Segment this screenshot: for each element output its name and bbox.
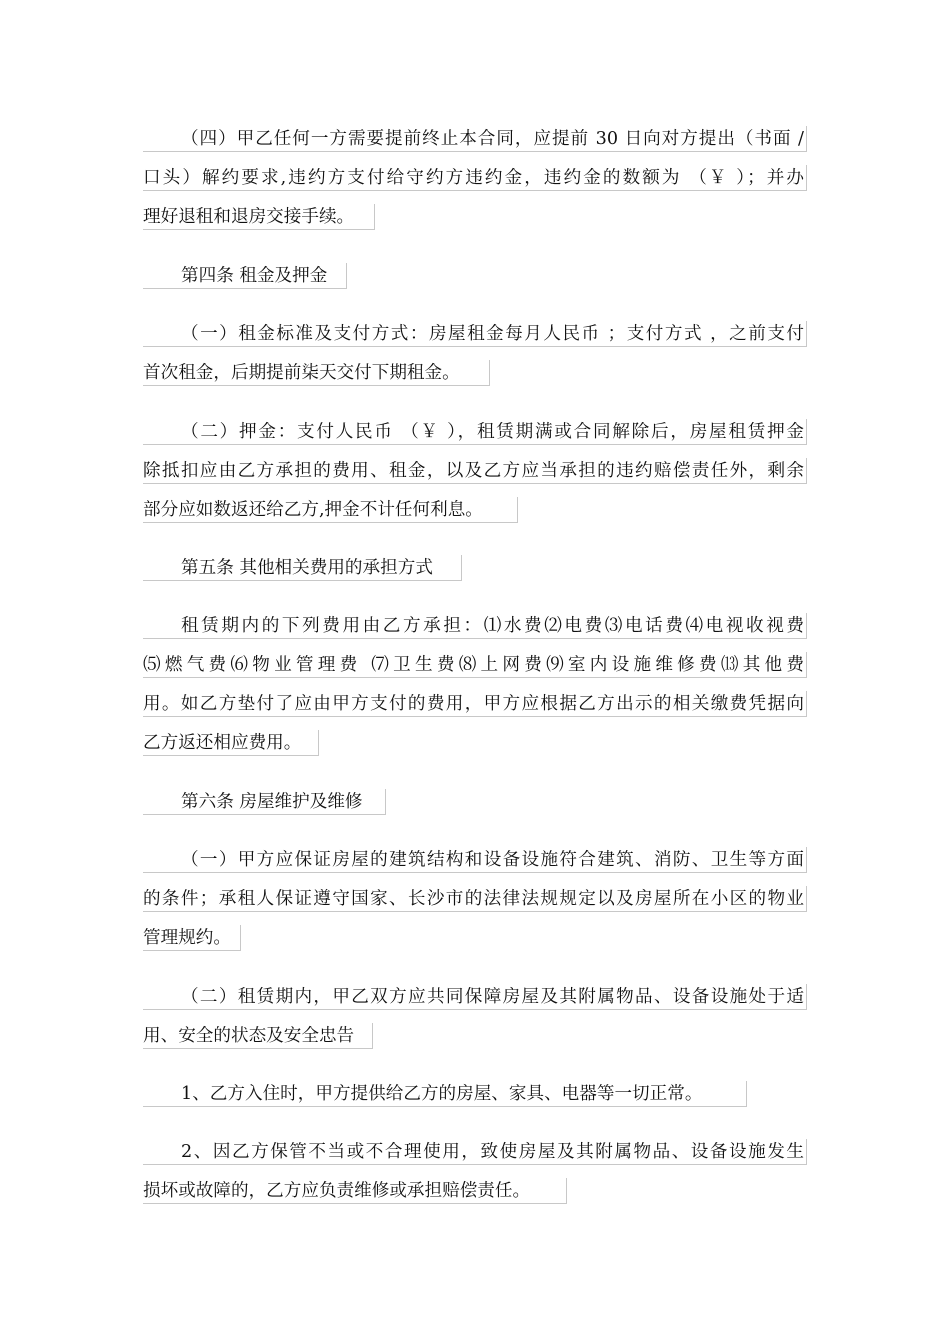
text-line: 第四条 租金及押金 xyxy=(143,263,347,289)
text-line: （一）甲方应保证房屋的建筑结构和设备设施符合建筑、消防、卫生等方面 xyxy=(143,847,807,873)
text-line: 的条件；承租人保证遵守国家、长沙市的法律法规规定以及房屋所在小区的物业 xyxy=(143,886,807,912)
paragraph-deposit xyxy=(143,419,807,536)
text-line: 2、因乙方保管不当或不合理使用，致使房屋及其附属物品、设备设施发生 xyxy=(143,1139,807,1165)
text-line: 1、乙方入住时，甲方提供给乙方的房屋、家具、电器等一切正常。 xyxy=(143,1081,747,1107)
section-heading-article-6 xyxy=(143,789,386,828)
paragraph-joint-maintenance xyxy=(143,984,807,1062)
text-line: 用、安全的状态及安全忠告 xyxy=(143,1023,373,1049)
text-line: 除抵扣应由乙方承担的费用、租金，以及乙方应当承担的违约赔偿责任外，剩余 xyxy=(143,458,807,484)
text-line: 部分应如数返还给乙方,押金不计任何利息。 xyxy=(143,497,518,523)
paragraph-move-in-condition xyxy=(143,1081,747,1120)
text-line: 乙方返还相应费用。 xyxy=(143,730,319,756)
text-line: 理好退租和退房交接手续。 xyxy=(143,204,375,230)
text-line: ⑸燃气费⑹物业管理费 ⑺卫生费⑻上网费⑼室内设施维修费⒀其他费 xyxy=(143,652,807,678)
section-heading-article-5 xyxy=(143,555,462,594)
text-line: 管理规约。 xyxy=(143,925,241,951)
text-line: 首次租金，后期提前柒天交付下期租金。 xyxy=(143,360,490,386)
text-line: 用。如乙方垫付了应由甲方支付的费用，甲方应根据乙方出示的相关缴费凭据向 xyxy=(143,691,807,717)
text-line: 口头）解约要求,违约方支付给守约方违约金，违约金的数额为 （￥ ）；并办 xyxy=(143,165,807,191)
text-line: （二）押金：支付人民币 （￥ ），租赁期满或合同解除后，房屋租赁押金 xyxy=(143,419,807,445)
paragraph-damage-liability xyxy=(143,1139,807,1217)
paragraph-building-standards xyxy=(143,847,807,964)
paragraph-other-fees xyxy=(143,613,807,769)
text-line: （一）租金标准及支付方式：房屋租金每月人民币 ；支付方式 ，之前支付 xyxy=(143,321,807,347)
paragraph-rent-payment xyxy=(143,321,807,399)
text-line: 损坏或故障的，乙方应负责维修或承担赔偿责任。 xyxy=(143,1178,567,1204)
section-heading-article-4 xyxy=(143,263,347,302)
text-line: 第六条 房屋维护及维修 xyxy=(143,789,386,815)
text-line: 第五条 其他相关费用的承担方式 xyxy=(143,555,462,581)
text-line: 租赁期内的下列费用由乙方承担：⑴水费⑵电费⑶电话费⑷电视收视费 xyxy=(143,613,807,639)
text-line: （四）甲乙任何一方需要提前终止本合同，应提前 30 日向对方提出（书面 / xyxy=(143,126,807,152)
paragraph-early-termination xyxy=(143,126,807,243)
text-line: （二）租赁期内，甲乙双方应共同保障房屋及其附属物品、设备设施处于适 xyxy=(143,984,807,1010)
